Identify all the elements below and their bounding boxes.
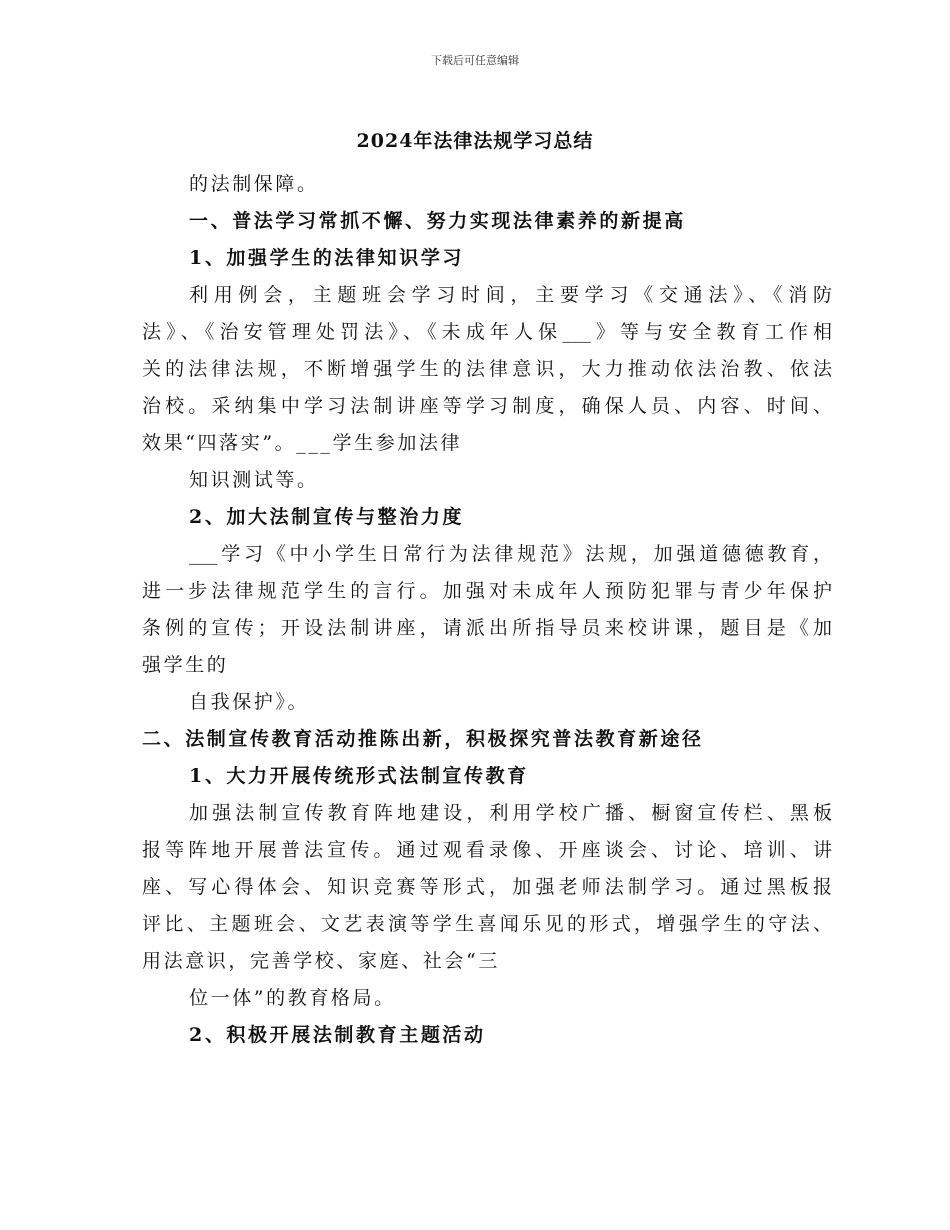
section-heading: 1、加强学生的法律知识学习 [189, 247, 465, 269]
section-heading: 一、普法学习常抓不懈、努力实现法律素养的新提高 [189, 210, 686, 232]
paragraph-line: 法》、《治安管理处罚法》、《未成年人保___》等与安全教育工作相 [142, 321, 832, 343]
paragraph-line: 的法制保障。 [189, 173, 319, 195]
paragraph-line: 用法意识，完善学校、家庭、社会“三 [142, 950, 500, 972]
paragraph-line: 座、写心得体会、知识竞赛等形式，加强老师法制学习。通过黑板报 [142, 876, 832, 898]
document-title: 2024年法律法规学习总结 [356, 130, 594, 152]
document-body [142, 166, 832, 1054]
page-header: 下载后可任意编辑 [431, 54, 519, 67]
paragraph-line: 报等阵地开展普法宣传。通过观看录像、开座谈会、讨论、培训、讲 [142, 839, 832, 861]
section-heading: 1、大力开展传统形式法制宣传教育 [189, 765, 529, 787]
paragraph-line: 知识测试等。 [189, 469, 319, 491]
paragraph-line: 效果“四落实”。___学生参加法律 [142, 432, 463, 454]
paragraph-line: 自我保护》。 [189, 691, 310, 713]
paragraph-line: 关的法律法规，不断增强学生的法律意识，大力推动依法治教、依法 [142, 358, 832, 380]
paragraph-line: 条例的宣传；开设法制讲座，请派出所指导员来校讲课，题目是《加 [142, 617, 832, 639]
section-heading: 2、加大法制宣传与整治力度 [189, 506, 465, 528]
section-heading: 2、积极开展法制教育主题活动 [189, 1024, 486, 1046]
paragraph-line: 评比、主题班会、文艺表演等学生喜闻乐见的形式，增强学生的守法、 [142, 913, 832, 935]
paragraph-line: 进一步法律规范学生的言行。加强对未成年人预防犯罪与青少年保护 [142, 580, 832, 602]
paragraph-line: 强学生的 [142, 654, 229, 676]
section-heading: 二、法制宣传教育活动推陈出新，积极探究普法教育新途径 [142, 728, 704, 750]
paragraph-line: 治校。采纳集中学习法制讲座等学习制度，确保人员、内容、时间、 [142, 395, 832, 417]
paragraph-line: 利用例会，主题班会学习时间，主要学习《交通法》、《消防 [189, 284, 832, 306]
paragraph-line: 加强法制宣传教育阵地建设，利用学校广播、橱窗宣传栏、黑板 [189, 802, 832, 824]
paragraph-line: 位一体”的教育格局。 [189, 987, 396, 1009]
paragraph-line: ___学习《中小学生日常行为法律规范》法规，加强道德德教育， [189, 543, 832, 565]
